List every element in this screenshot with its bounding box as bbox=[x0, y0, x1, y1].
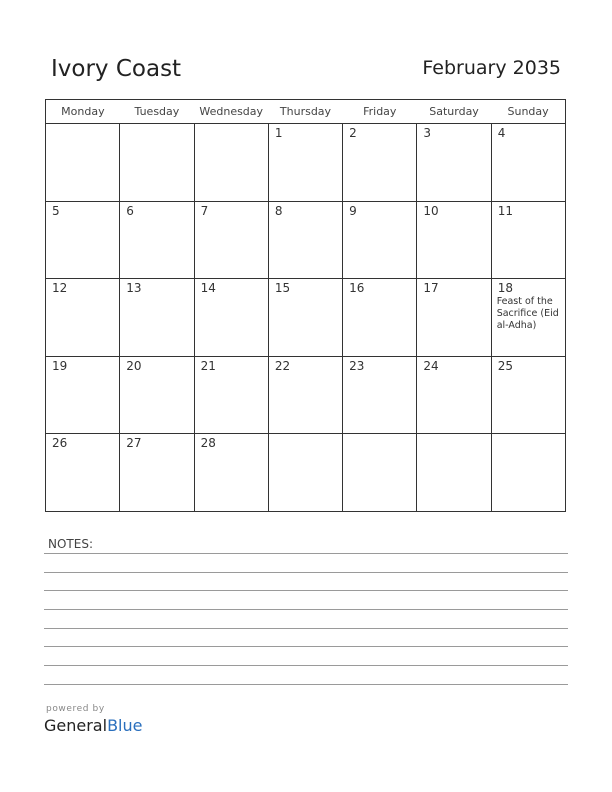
weekday-monday: Monday bbox=[46, 100, 120, 124]
day-number: 24 bbox=[423, 358, 439, 373]
day-number bbox=[120, 124, 193, 126]
weekday-saturday: Saturday bbox=[417, 100, 491, 124]
day-number: 6 bbox=[126, 203, 134, 218]
day-cell bbox=[343, 201, 417, 279]
note-line bbox=[44, 665, 568, 666]
day-cell bbox=[343, 279, 417, 357]
day-cell bbox=[491, 434, 565, 512]
day-cell bbox=[46, 434, 120, 512]
weekday-sunday: Sunday bbox=[491, 100, 565, 124]
day-number bbox=[269, 434, 342, 436]
day-number: 16 bbox=[349, 281, 365, 296]
week-row bbox=[46, 201, 566, 279]
day-number: 10 bbox=[423, 203, 439, 218]
day-number bbox=[492, 434, 565, 436]
powered-by-text: powered by bbox=[46, 704, 105, 714]
brand-blue: Blue bbox=[107, 716, 143, 735]
generalblue-logo[interactable] bbox=[44, 716, 142, 735]
note-line bbox=[44, 684, 568, 685]
note-line bbox=[44, 628, 568, 629]
note-line bbox=[44, 553, 568, 554]
weekday-thursday: Thursday bbox=[268, 100, 342, 124]
day-cell bbox=[194, 279, 268, 357]
day-number: 23 bbox=[349, 358, 365, 373]
month-title: February 2035 bbox=[422, 57, 561, 79]
week-row bbox=[46, 124, 566, 202]
note-line bbox=[44, 646, 568, 647]
day-number: 25 bbox=[497, 358, 513, 373]
note-line bbox=[44, 590, 568, 591]
day-cell bbox=[120, 356, 194, 434]
day-cell bbox=[343, 124, 417, 202]
day-cell bbox=[343, 434, 417, 512]
day-cell bbox=[268, 356, 342, 434]
day-cell bbox=[268, 124, 342, 202]
day-cell bbox=[120, 201, 194, 279]
day-cell bbox=[194, 434, 268, 512]
weekday-header-row bbox=[46, 100, 566, 124]
day-number: 19 bbox=[52, 358, 68, 373]
day-number: 11 bbox=[497, 203, 513, 218]
day-number: 26 bbox=[52, 436, 68, 451]
day-cell bbox=[343, 356, 417, 434]
day-number bbox=[417, 434, 490, 436]
weekday-wednesday: Wednesday bbox=[194, 100, 268, 124]
day-cell bbox=[194, 356, 268, 434]
day-cell bbox=[417, 356, 491, 434]
day-number: 12 bbox=[52, 281, 68, 296]
week-row bbox=[46, 356, 566, 434]
day-cell bbox=[120, 279, 194, 357]
day-number: 3 bbox=[423, 126, 432, 140]
day-number: 9 bbox=[349, 203, 357, 218]
note-line bbox=[44, 572, 568, 573]
day-cell bbox=[491, 356, 565, 434]
week-row bbox=[46, 279, 566, 357]
day-number: 15 bbox=[274, 281, 291, 296]
day-cell bbox=[120, 124, 194, 202]
day-cell bbox=[417, 279, 491, 357]
weekday-tuesday: Tuesday bbox=[120, 100, 194, 124]
day-cell bbox=[268, 279, 342, 357]
day-number: 8 bbox=[274, 203, 283, 218]
day-number: 20 bbox=[126, 358, 142, 373]
day-cell bbox=[120, 434, 194, 512]
day-number: 22 bbox=[274, 358, 291, 373]
day-cell bbox=[491, 279, 565, 357]
day-cell bbox=[268, 434, 342, 512]
day-number bbox=[46, 124, 119, 126]
day-number: 27 bbox=[126, 436, 142, 451]
day-cell bbox=[491, 201, 565, 279]
day-number: 18 bbox=[497, 281, 513, 296]
day-cell bbox=[417, 201, 491, 279]
day-number: 7 bbox=[200, 203, 209, 218]
day-number: 4 bbox=[497, 126, 506, 140]
day-cell bbox=[46, 124, 120, 202]
day-cell bbox=[46, 201, 120, 279]
brand-general: General bbox=[44, 716, 108, 735]
day-cell bbox=[417, 124, 491, 202]
day-number: 5 bbox=[52, 203, 60, 218]
day-cell bbox=[268, 201, 342, 279]
week-row bbox=[46, 434, 566, 512]
day-cell bbox=[194, 201, 268, 279]
country-title: Ivory Coast bbox=[51, 56, 182, 82]
day-number bbox=[343, 434, 416, 436]
day-number: 13 bbox=[126, 281, 142, 296]
day-number: 21 bbox=[200, 358, 216, 373]
day-cell bbox=[46, 279, 120, 357]
day-cell bbox=[491, 124, 565, 202]
weekday-friday: Friday bbox=[343, 100, 417, 124]
day-cell bbox=[194, 124, 268, 202]
day-cell bbox=[46, 356, 120, 434]
calendar-grid bbox=[45, 99, 566, 512]
day-number: 17 bbox=[423, 281, 439, 296]
day-number bbox=[195, 124, 268, 126]
note-line bbox=[44, 609, 568, 610]
day-number: 2 bbox=[349, 126, 357, 140]
day-number: 28 bbox=[200, 436, 216, 451]
day-number: 1 bbox=[274, 126, 283, 140]
day-number: 14 bbox=[200, 281, 216, 296]
notes-label: NOTES: bbox=[48, 537, 93, 551]
holiday-label: Feast of the Sacrifice (Eid al-Adha) bbox=[496, 296, 559, 332]
day-cell bbox=[417, 434, 491, 512]
